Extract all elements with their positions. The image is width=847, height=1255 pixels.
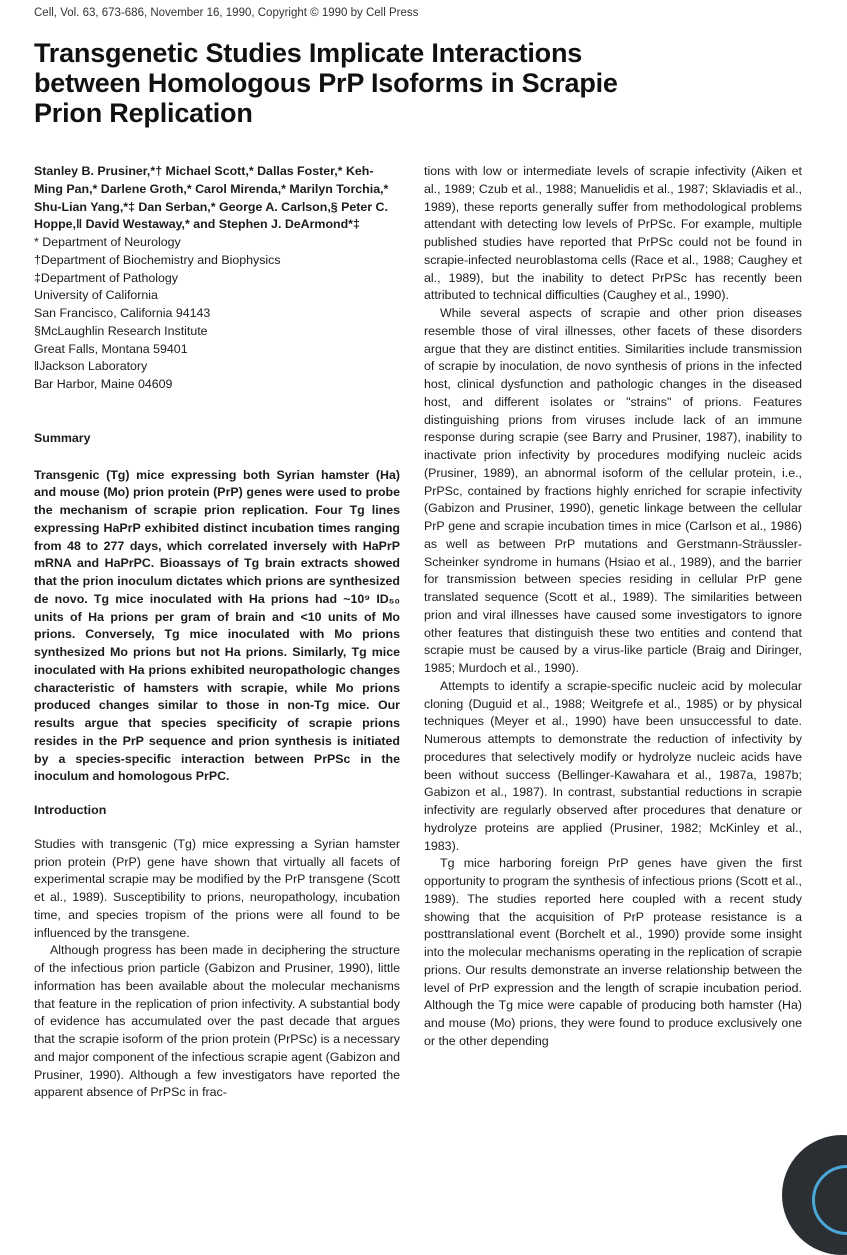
body-paragraph: Tg mice harboring foreign PrP genes have given the first opportunity to program the synthesis of infectious prions (Scott et al., 1989). The studies reported here coupled with a recent study showing that the acquisition of PrP protease resistance is a posttranslational event (Borchelt et al., 1990) provide some insight into the molecular mechanisms operating in the replication of scrapie prions. Our results demonstrate an inverse relationship between the level of PrP expression and the length of scrapie incubation period. Although the Tg mice were capable of producing both hamster (Ha) and mouse (Mo) prions, they were found to produce exclusively one or the other depending bbox=[424, 856, 802, 1048]
affiliation-line: Bar Harbor, Maine 04609 bbox=[34, 377, 173, 391]
affiliation-line: ‡Department of Pathology bbox=[34, 270, 178, 285]
affiliation-line: ‖Jackson Laboratory bbox=[34, 359, 148, 374]
affiliations bbox=[34, 234, 400, 394]
affiliation-line: Great Falls, Montana 59401 bbox=[34, 341, 188, 356]
summary-text: Transgenic (Tg) mice expressing both Syrian hamster (Ha) and mouse (Mo) prion protein (PrP) genes were used to probe the mechanism of scrapie prion replication. Four Tg lines expressing HaPrP exhibited distinct incubation times ranging from 48 to 277 days, which correlated inversely with HaPrP mRNA and HaPrPC. Bioassays of Tg brain extracts showed that the prion inoculum dictates which prions are synthesized de novo. Tg mice inoculated with Ha prions had ~10⁹ ID₅₀ units of Ha prions per gram of brain and <10 units of Mo prions. Conversely, Tg mice inoculated with Mo prions synthesized Mo prions but not Ha prions. Similarly, Tg mice inoculated with Ha prions exhibited neuropathologic changes characteristic of hamsters with scrapie, while Mo prions produced changes similar to those in non-Tg mice. Our results argue that species specificity of scrapie prions resides in the PrP sequence and prion synthesis is initiated by a species-specific interaction between PrPSc in the inoculum and homologous PrPC. bbox=[34, 467, 400, 784]
summary-heading: Summary bbox=[34, 430, 91, 445]
affiliation-line: San Francisco, California 94143 bbox=[34, 306, 211, 320]
affiliation-line: * Department of Neurology bbox=[34, 235, 181, 249]
journal-header: Cell, Vol. 63, 673-686, November 16, 1990, Copyright © 1990 by Cell Press bbox=[34, 7, 419, 19]
body-paragraph: Attempts to identify a scrapie-specific nucleic acid by molecular cloning (Duguid et al., 1988; Weitgrefe et al., 1985) or by physical techniques (Meyer et al., 1990) have been unsuccessful to date. Numerous attempts to demonstrate the reduction of infectivity by procedures that selectively modify or hydrolyze nucleic acids have been without success (Bellinger-Kawahara et al., 1987a, 1987b; Gabizon et al., 1987). In contrast, substantial reductions in scrapie infectivity are regularly observed after procedures that denature or hydrolyze proteins are applied (Prusiner, 1982; McKinley et al., 1983). bbox=[424, 678, 802, 853]
left-column bbox=[34, 163, 400, 1102]
intro-paragraph: Although progress has been made in deciphering the structure of the infectious prion particle (Gabizon and Prusiner, 1990), little information has been available about the molecular mechanisms that feature in the replication of prion infectivity. A substantial body of evidence has accumulated over the past decade that argues that the scrapie isoform of the prion protein (PrPSc) is a necessary and major component of the infectious scrapie agent (Gabizon and Prusiner, 1990). Although a few investigators have reported the apparent absence of PrPSc in frac- bbox=[34, 943, 400, 1100]
body-paragraph: While several aspects of scrapie and other prion diseases resemble those of viral illnesses, other facets of these disorders argue that they are distinct entities. Similarities include transmission of scrapie by inoculation, de novo synthesis of prions in the infected host, clinical dysfunction and pathologic changes in the diseased host, and different isolates or "strains" of prions. Features distinguishing prions from viruses include lack of an immune response during scrapie (see Barry and Prusiner, 1987), inability to inactivate prion infectivity by procedures modifying nucleic acids (Prusiner, 1989), an abnormal isoform of the cellular protein, i.e., PrPSc, contained by fractions highly enriched for scrapie infectivity (Gabizon and Prusiner, 1990), genetic linkage between the cellular PrP gene and scrapie incubation times in mice (Carlson et al., 1986) as well as between PrP mutations and Gerstmann-Sträussler-Scheinker syndrome in humans (Hsiao et al., 1989), and the barrier for transmission between species residing in cellular PrP gene translated sequence (Scott et al., 1989). The similarities between prion and viral illnesses have caused some investigators to ignore other features that distinguish these two entities and contend that scrapie must be caused by a virus-like particle (Braig and Diringer, 1985; Murdoch et al., 1990). bbox=[424, 306, 802, 675]
affiliation-line: University of California bbox=[34, 288, 158, 303]
body-paragraph: tions with low or intermediate levels of scrapie infectivity (Aiken et al., 1989; Czub et al., 1988; Manuelidis et al., 1987; Sklaviadis et al., 1989), these reports generally suffer from methodological problems attendant with detecting low levels of PrPSc. For example, multiple published studies have reported that PrPSc could not be found in scrapie-infected neuroblastoma cells (Race et al., 1988; Caughey et al., 1989), but the inability to detect PrPSc has recently been attributed to technical difficulties (Caughey et al., 1990). bbox=[424, 164, 802, 303]
article-title: Transgenetic Studies Implicate Interactions between Homologous PrP Isoforms in Scrapie Prion Replication bbox=[34, 38, 618, 128]
affiliation-line: §McLaughlin Research Institute bbox=[34, 323, 208, 338]
introduction-heading: Introduction bbox=[34, 803, 107, 817]
affiliation-line: †Department of Biochemistry and Biophysics bbox=[34, 252, 281, 267]
author-list: Stanley B. Prusiner,*† Michael Scott,* Dallas Foster,* Keh-Ming Pan,* Darlene Groth,* Carol Mirenda,* Marilyn Torchia,* Shu-Lian Yang,*‡ Dan Serban,* George A. Carlson,§ Peter C. Hoppe,‖ David Westaway,* and Stephen J. DeArmond*‡ bbox=[34, 164, 389, 232]
intro-paragraph: Studies with transgenic (Tg) mice expressing a Syrian hamster prion protein (PrP) gene have shown that virtually all facets of experimental scrapie may be modified by the PrP transgene (Scott et al., 1989). Susceptibility to prions, neuropathology, incubation time, and species tropism of the prions were all found to be influenced by the transgene. bbox=[34, 836, 400, 940]
right-column bbox=[424, 163, 802, 1051]
